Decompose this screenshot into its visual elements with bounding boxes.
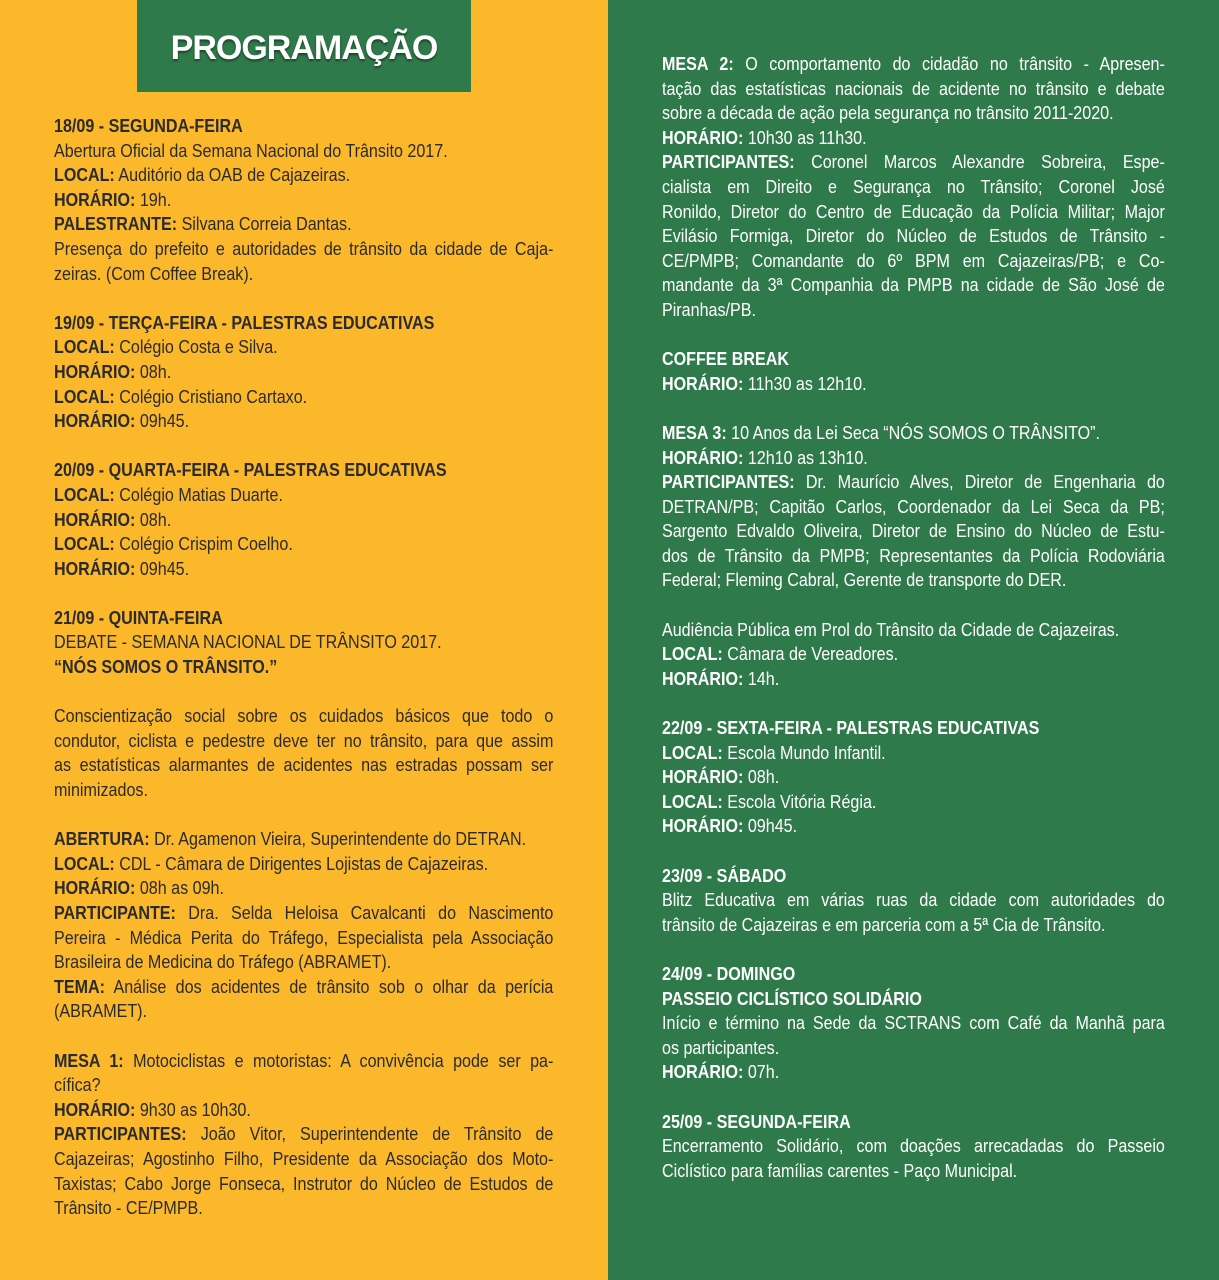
- palestrante-line: PALESTRANTE: Silvana Correia Dantas.: [54, 213, 352, 235]
- day-heading: COFFEE BREAK: [662, 348, 789, 370]
- text-line: Federal; Fleming Cabral, Gerente de transporte do DER.: [662, 569, 1067, 591]
- mesa-2-section: [662, 52, 1167, 323]
- day-23-section: [662, 864, 1167, 938]
- text-line: Blitz Educativa em várias ruas da cidade com autoridades do: [662, 889, 1165, 911]
- horario-line: HORÁRIO: 09h45.: [662, 815, 798, 837]
- text-line: Sargento Edvaldo Oliveira, Diretor de Ensino do Núcleo de Estu-: [662, 520, 1165, 542]
- text-line: cialista em Direito e Segurança no Trânsito; Coronel José: [662, 175, 1165, 197]
- day-18-section: [54, 114, 554, 286]
- participantes-line: PARTICIPANTES: Dr. Maurício Alves, Diretor de Engenharia do: [662, 471, 1165, 493]
- audiencia-section: [662, 618, 1167, 692]
- horario-line: HORÁRIO: 14h.: [662, 667, 780, 689]
- participante-line: PARTICIPANTE: Dra. Selda Heloisa Cavalcanti do Nascimento: [54, 902, 554, 923]
- text-line: Cajazeiras; Agostinho Filho, Presidente da Associação dos Moto-: [54, 1147, 554, 1169]
- day-heading: 18/09 - SEGUNDA-FEIRA: [54, 115, 243, 136]
- horario-line: HORÁRIO: 07h.: [662, 1061, 780, 1083]
- text-line: mandante da 3ª Companhia da PMPB na cidade de São José de: [662, 274, 1165, 296]
- participantes-line: PARTICIPANTES: Coronel Marcos Alexandre Sobreira, Espe-: [662, 151, 1165, 173]
- day-21-section: [54, 606, 554, 680]
- horario-line: HORÁRIO: 08h as 09h.: [54, 877, 224, 899]
- left-column: [0, 0, 608, 1280]
- text-line: as estatísticas alarmantes de acidentes nas estradas possam ser: [54, 754, 554, 776]
- text-line: Pereira - Médica Perita do Tráfego, Especialista pela Associação: [54, 926, 554, 948]
- local-line: LOCAL: Auditório da OAB de Cajazeiras.: [54, 164, 351, 186]
- horario-line: HORÁRIO: 9h30 as 10h30.: [54, 1098, 251, 1120]
- text-line: minimizados.: [54, 779, 148, 801]
- local-line: LOCAL: Colégio Crispim Coelho.: [54, 533, 293, 555]
- text-line: Trânsito - CE/PMPB.: [54, 1197, 203, 1219]
- page-title: PROGRAMAÇÃO: [170, 28, 438, 67]
- text-line: cífica?: [54, 1074, 101, 1096]
- text-line: sobre a década de ação pela segurança no trânsito 2011-2020.: [662, 102, 1114, 124]
- slogan-line: “NÓS SOMOS O TRÂNSITO.”: [54, 656, 278, 678]
- abertura-line: ABERTURA: Dr. Agamenon Vieira, Superintendente do DETRAN.: [54, 828, 527, 850]
- horario-line: HORÁRIO: 10h30 as 11h30.: [662, 126, 867, 148]
- text-line: condutor, ciclista e pedestre deve ter no trânsito, para que assim: [54, 729, 554, 751]
- text-line: zeiras. (Com Coffee Break).: [54, 262, 254, 284]
- subheading: PASSEIO CICLÍSTICO SOLIDÁRIO: [662, 987, 922, 1009]
- day-19-section: [54, 311, 554, 434]
- participantes-line: PARTICIPANTES: João Vitor, Superintendente de Trânsito de: [54, 1123, 554, 1145]
- title-banner: [137, 0, 471, 92]
- horario-line: HORÁRIO: 09h45.: [54, 410, 190, 432]
- horario-line: HORÁRIO: 08h.: [54, 360, 172, 382]
- text-line: Início e término na Sede da SCTRANS com Café da Manhã para: [662, 1012, 1165, 1034]
- day-heading: 21/09 - QUINTA-FEIRA: [54, 606, 223, 628]
- text-line: Presença do prefeito e autoridades de trânsito da cidade de Caja-: [54, 237, 554, 259]
- text-line: Ciclístico para famílias carentes - Paço Municipal.: [662, 1159, 1018, 1181]
- horario-line: HORÁRIO: 09h45.: [54, 557, 190, 579]
- local-line: LOCAL: Colégio Cristiano Cartaxo.: [54, 385, 308, 407]
- text-line: Taxistas; Cabo Jorge Fonseca, Instrutor do Núcleo de Estudos de: [54, 1172, 554, 1194]
- local-line: LOCAL: Escola Vitória Régia.: [662, 790, 877, 812]
- abertura-section: [54, 827, 554, 1024]
- day-heading: 20/09 - QUARTA-FEIRA - PALESTRAS EDUCATIVAS: [54, 459, 447, 481]
- local-line: LOCAL: Colégio Costa e Silva.: [54, 336, 278, 358]
- day-25-section: [662, 1110, 1167, 1184]
- text-line: (ABRAMET).: [54, 1000, 147, 1022]
- local-line: LOCAL: Câmara de Vereadores.: [662, 643, 899, 665]
- day-24-section: [662, 962, 1167, 1085]
- text-line: CE/PMPB; Comandante do 6º BPM em Cajazeiras/PB; e Co-: [662, 249, 1165, 271]
- tema-line: TEMA: Análise dos acidentes de trânsito sob o olhar da perícia: [54, 975, 554, 997]
- day-20-section: [54, 458, 554, 581]
- day-heading: 24/09 - DOMINGO: [662, 962, 796, 984]
- local-line: LOCAL: CDL - Câmara de Dirigentes Lojistas de Cajazeiras.: [54, 852, 489, 874]
- text-line: tação das estatísticas nacionais de acidente no trânsito e debate: [662, 77, 1165, 99]
- text-line: Conscientização social sobre os cuidados básicos que todo o: [54, 705, 554, 727]
- coffee-break-section: [662, 347, 1167, 396]
- local-line: LOCAL: Escola Mundo Infantil.: [662, 741, 886, 763]
- text-line: os participantes.: [662, 1036, 780, 1058]
- text-line: Audiência Pública em Prol do Trânsito da Cidade de Cajazeiras.: [662, 618, 1120, 640]
- text-line: DEBATE - SEMANA NACIONAL DE TRÂNSITO 2017.: [54, 631, 442, 653]
- day-heading: 22/09 - SEXTA-FEIRA - PALESTRAS EDUCATIVAS: [662, 717, 1040, 739]
- text-line: Encerramento Solidário, com doações arrecadadas do Passeio: [662, 1135, 1165, 1157]
- text-line: Piranhas/PB.: [662, 298, 756, 320]
- text-line: DETRAN/PB; Capitão Carlos, Coordenador da Lei Seca da PB;: [662, 495, 1165, 517]
- horario-line: HORÁRIO: 08h.: [662, 766, 780, 788]
- mesa-line: MESA 1: Motociclistas e motoristas: A convivência pode ser pa-: [54, 1049, 554, 1071]
- day-heading: 25/09 - SEGUNDA-FEIRA: [662, 1110, 851, 1132]
- mesa-1-section: [54, 1049, 554, 1221]
- horario-line: HORÁRIO: 08h.: [54, 508, 172, 530]
- text-line: Abertura Oficial da Semana Nacional do Trânsito 2017.: [54, 139, 448, 161]
- local-line: LOCAL: Colégio Matias Duarte.: [54, 483, 283, 505]
- text-line: Ronildo, Diretor do Centro de Educação da Polícia Militar; Major: [662, 200, 1165, 222]
- text-line: Evilásio Formiga, Diretor do Núcleo de Estudos de Trânsito -: [662, 225, 1165, 247]
- horario-line: HORÁRIO: 11h30 as 12h10.: [662, 372, 867, 394]
- horario-line: HORÁRIO: 19h.: [54, 188, 172, 210]
- text-line: trânsito de Cajazeiras e em parceria com a 5ª Cia de Trânsito.: [662, 913, 1106, 935]
- mesa-3-section: [662, 421, 1167, 593]
- horario-line: HORÁRIO: 12h10 as 13h10.: [662, 446, 868, 468]
- mesa-line: MESA 2: O comportamento do cidadão no trânsito - Apresen-: [662, 53, 1165, 74]
- day-heading: 23/09 - SÁBADO: [662, 864, 787, 886]
- awareness-paragraph: [54, 704, 554, 802]
- day-heading: 19/09 - TERÇA-FEIRA - PALESTRAS EDUCATIVAS: [54, 311, 435, 333]
- right-column: [608, 0, 1219, 1280]
- mesa-line: MESA 3: 10 Anos da Lei Seca “NÓS SOMOS O TRÂNSITO”.: [662, 421, 1101, 443]
- text-line: dos de Trânsito da PMPB; Representantes da Polícia Rodoviária: [662, 544, 1165, 566]
- day-22-section: [662, 716, 1167, 839]
- text-line: Brasileira de Medicina do Tráfego (ABRAMET).: [54, 951, 392, 973]
